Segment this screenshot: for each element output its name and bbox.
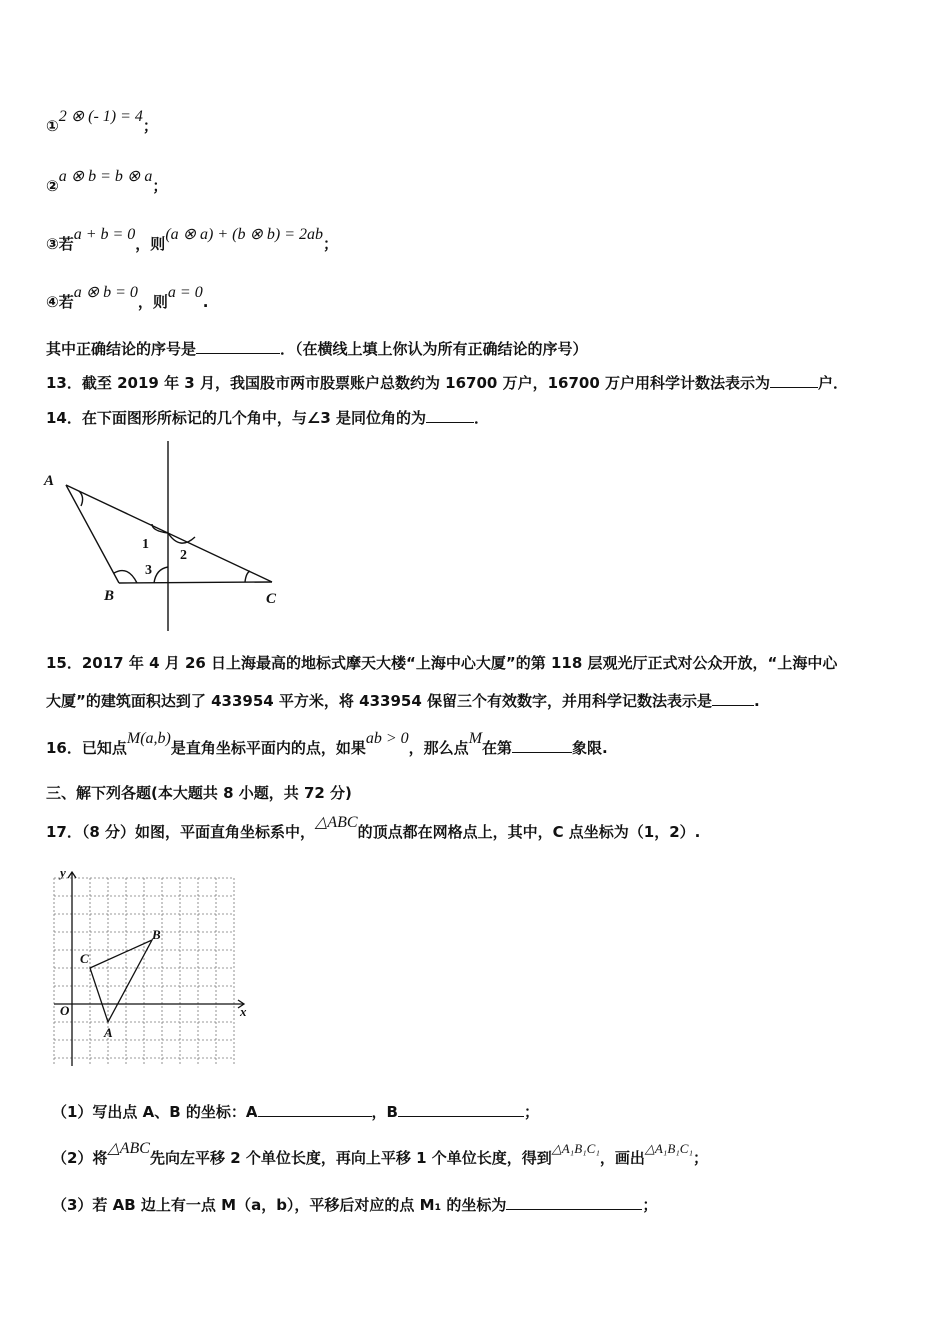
item-4-expr: a = 0 — [167, 284, 203, 301]
q17-2-triangle: △ABC — [107, 1140, 150, 1157]
q17-3-a: （3）若 AB 边上有一点 M（a，b），平移后对应的点 M₁ 的坐标为 — [52, 1196, 507, 1214]
q15-line2: 大厦”的建筑面积达到了 433954 平方米，将 433954 保留三个有效数字，并用科学记数法表示是 — [46, 692, 712, 710]
q13-answer-blank[interactable] — [770, 373, 818, 388]
label-b: B — [104, 588, 115, 604]
q16-cond: ab > 0 — [365, 730, 409, 747]
q16-a: 16．已知点 — [46, 739, 127, 757]
side-bc — [119, 582, 272, 583]
angle-arc-c — [245, 571, 250, 582]
q17-1-c: ； — [523, 1103, 539, 1121]
q17-3-b: ； — [642, 1196, 658, 1214]
section-3-heading: 三、解下列各题(本大题共 8 小题，共 72 分) — [46, 784, 352, 802]
point-b-label: B — [152, 927, 161, 942]
question-13 — [46, 372, 848, 393]
q17-2-b: 先向左平移 2 个单位长度，再向上平移 1 个单位长度，得到 — [149, 1149, 552, 1167]
q17-3-blank[interactable] — [506, 1195, 642, 1210]
q17-part-1 — [52, 1101, 539, 1122]
angle-label-3: 3 — [145, 563, 152, 578]
question-14 — [46, 407, 489, 428]
q17-1-a: （1）写出点 A、B 的坐标：A — [52, 1103, 258, 1121]
angle-label-1: 1 — [142, 537, 149, 552]
x-axis-label: x — [240, 1004, 247, 1019]
item-4-mid: ，则 — [137, 293, 168, 311]
q15-after: . — [754, 692, 760, 710]
item-3-expr: (a ⊗ a) + (b ⊗ b) = 2ab — [165, 226, 324, 243]
item-1-marker: ① — [46, 117, 59, 135]
item-2 — [46, 168, 168, 196]
q14-text: 14．在下面图形所标记的几个角中，与∠3 是同位角的为 — [46, 409, 426, 427]
triangle-figure — [40, 435, 300, 640]
item-2-end: ； — [152, 177, 168, 195]
item-1 — [46, 108, 158, 136]
item-2-marker: ② — [46, 177, 59, 195]
item-4-end: . — [202, 293, 209, 311]
q17-2-d: ； — [692, 1149, 708, 1167]
y-axis-label: y — [60, 866, 66, 880]
q16-point-m: M — [468, 730, 483, 747]
item-1-expr: 2 ⊗ (- 1) = 4 — [58, 108, 143, 125]
q17-1-b: ，B — [371, 1103, 398, 1121]
q13-after: 户． — [818, 374, 849, 392]
item-4-cond: a ⊗ b = 0 — [73, 284, 138, 301]
item-3-mid: ，则 — [135, 235, 166, 253]
q15-answer-blank[interactable] — [712, 691, 754, 706]
q17-2-c: ，画出 — [599, 1149, 645, 1167]
q12-after: ．（在横线上填上你认为所有正确结论的序号） — [280, 340, 588, 358]
q17-triangle: △ABC — [315, 814, 358, 831]
q17-2-triangle-a1: △A₁B₁C₁ — [551, 1141, 600, 1156]
q17-a: 17．（8 分）如图，平面直角坐标系中， — [46, 823, 316, 841]
q16-point: M(a,b) — [126, 730, 171, 747]
question-17 — [46, 814, 701, 842]
q12-answer-blank[interactable] — [196, 339, 280, 354]
label-c: C — [266, 591, 277, 607]
angle-arc-3 — [154, 567, 168, 583]
item-3 — [46, 226, 339, 254]
q17-1-blank-a[interactable] — [258, 1102, 372, 1117]
origin-label: O — [60, 1003, 70, 1018]
q16-b: 是直角坐标平面内的点，如果 — [170, 739, 366, 757]
q16-d: 在第 — [482, 739, 513, 757]
item-4 — [46, 284, 209, 312]
q12-text: 其中正确结论的序号是 — [46, 340, 197, 358]
angle-label-2: 2 — [180, 548, 187, 563]
q16-answer-blank[interactable] — [512, 738, 572, 753]
q17-part-3 — [52, 1194, 657, 1215]
q16-e: 象限. — [572, 739, 608, 757]
q13-text: 13．截至 2019 年 3 月，我国股市两市股票账户总数约为 16700 万户，16700 万户用科学计数法表示为 — [46, 374, 770, 392]
coordinate-grid-figure — [46, 866, 266, 1071]
label-a: A — [44, 473, 55, 489]
q15-line1: 15．2017 年 4 月 26 日上海最高的地标式摩天大楼“上海中心大厦”的第 118 层观光厅正式对公众开放，“上海中心 — [46, 654, 838, 672]
point-a-label: A — [104, 1025, 113, 1040]
triangle-abc — [90, 940, 152, 1022]
question-16 — [46, 730, 608, 758]
question-15-line-1 — [46, 652, 837, 673]
q17-2-triangle-a1-draw: △A₁B₁C₁ — [644, 1141, 693, 1156]
item-4-marker: ④若 — [46, 293, 74, 311]
item-2-expr: a ⊗ b = b ⊗ a — [58, 168, 153, 185]
q17-1-blank-b[interactable] — [398, 1102, 524, 1117]
item-1-end: ； — [142, 117, 158, 135]
item-3-cond: a + b = 0 — [73, 226, 136, 243]
item-3-marker: ③若 — [46, 235, 74, 253]
item-3-end: ； — [323, 235, 339, 253]
q12-tail — [46, 338, 588, 359]
grid-lines — [54, 878, 234, 1066]
side-ab — [66, 485, 119, 583]
q17-b: 的顶点都在网格点上，其中，C 点坐标为（1，2）. — [357, 823, 701, 841]
point-c-label: C — [80, 951, 89, 966]
q14-after: ． — [473, 409, 489, 427]
q16-c: ，那么点 — [408, 739, 469, 757]
q17-2-a: （2）将 — [52, 1149, 108, 1167]
q14-answer-blank[interactable] — [426, 408, 474, 423]
question-15-line-2 — [46, 690, 760, 711]
q17-part-2 — [52, 1140, 708, 1168]
